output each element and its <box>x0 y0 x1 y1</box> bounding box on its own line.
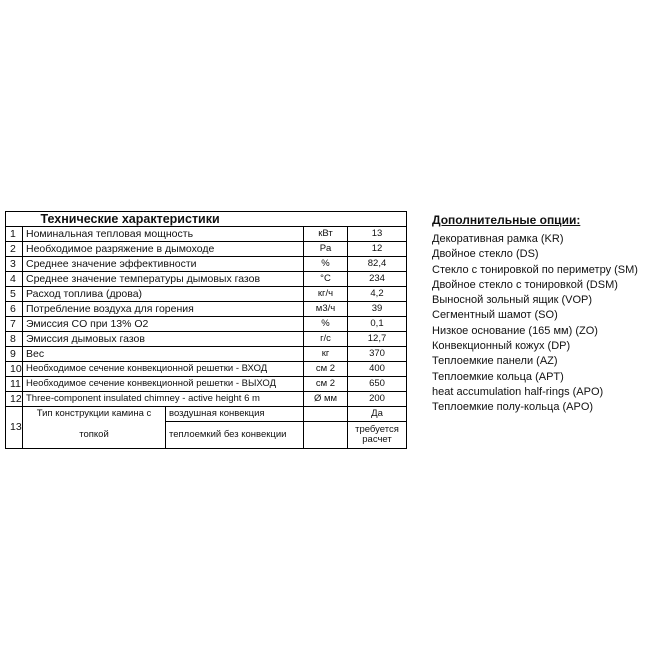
option-item: Низкое основание (165 мм) (ZO) <box>432 324 598 337</box>
technical-specs-table <box>5 211 407 449</box>
spec-row-name: Среднее значение эффективности <box>23 257 304 272</box>
spec-row-number: 6 <box>6 302 23 317</box>
spec-row-number: 13 <box>6 407 23 449</box>
spec-row <box>6 272 407 287</box>
spec-row <box>6 257 407 272</box>
spec-row <box>6 392 407 407</box>
spec-row-number: 4 <box>6 272 23 287</box>
spec-row-name: Эмиссия CO при 13% O2 <box>23 317 304 332</box>
options-list <box>432 232 638 416</box>
spec-row-unit: г/с <box>304 332 348 347</box>
spec-row <box>6 332 407 347</box>
spec-row-value: 400 <box>348 362 407 377</box>
spec-row-value: 0,1 <box>348 317 407 332</box>
construction-type-label-2: топкой <box>23 422 166 449</box>
construction-option-1-unit <box>304 407 348 422</box>
spec-title-num-cell <box>6 212 23 227</box>
option-item: Стекло с тонировкой по периметру (SM) <box>432 263 638 276</box>
spec-row-name: Эмиссия дымовых газов <box>23 332 304 347</box>
option-item: Декоративная рамка (KR) <box>432 233 564 245</box>
options-title: Дополнительные опции: <box>432 213 581 227</box>
spec-row-name: Среднее значение температуры дымовых газов <box>23 272 304 287</box>
spec-row-value: 39 <box>348 302 407 317</box>
option-item: Выносной зольный ящик (VOP) <box>432 294 593 307</box>
spec-row <box>6 287 407 302</box>
option-item: Теплоемкие кольца (APT) <box>432 370 564 383</box>
option-item: Теплоемкие полу-кольца (APO) <box>432 401 594 414</box>
spec-row-unit: °C <box>304 272 348 287</box>
spec-row-unit: Ø мм <box>304 392 348 407</box>
option-item: Теплоемкие панели (AZ) <box>432 355 558 368</box>
option-item: Конвекционный кожух (DP) <box>432 340 571 353</box>
spec-row-unit: кг <box>304 347 348 362</box>
spec-row-number: 12 <box>6 392 23 407</box>
spec-row <box>6 377 407 392</box>
construction-option-2-unit <box>304 422 348 449</box>
spec-row-name: Вес <box>23 347 304 362</box>
spec-row-value: 13 <box>348 227 407 242</box>
spec-row <box>6 317 407 332</box>
spec-row <box>6 362 407 377</box>
spec-row-unit: % <box>304 317 348 332</box>
spec-row-number: 7 <box>6 317 23 332</box>
spec-row-value: 200 <box>348 392 407 407</box>
spec-row-name: Номинальная тепловая мощность <box>23 227 304 242</box>
spec-row <box>6 242 407 257</box>
spec-row-value: 234 <box>348 272 407 287</box>
spec-row-unit: м3/ч <box>304 302 348 317</box>
spec-row-value: 82,4 <box>348 257 407 272</box>
spec-row-number: 11 <box>6 377 23 392</box>
option-item: Двойное стекло (DS) <box>432 248 539 261</box>
spec-row-value: 370 <box>348 347 407 362</box>
spec-row-unit: Pa <box>304 242 348 257</box>
spec-row-unit: см 2 <box>304 362 348 377</box>
spec-row <box>6 302 407 317</box>
spec-row <box>6 347 407 362</box>
spec-row-name: Потребление воздуха для горения <box>23 302 304 317</box>
spec-row-unit: см 2 <box>304 377 348 392</box>
spec-row-number: 2 <box>6 242 23 257</box>
spec-row-13-b <box>6 422 407 449</box>
spec-title: Технические характеристики <box>23 212 407 227</box>
spec-row-13-a <box>6 407 407 422</box>
spec-row-name: Three-component insulated chimney - active height 6 m <box>23 392 304 407</box>
spec-row-value: 12 <box>348 242 407 257</box>
spec-row-name: Необходимое сечение конвекционной решетки - ВХОД <box>23 362 304 377</box>
spec-row-name: Необходимое сечение конвекционной решетки - ВЫХОД <box>23 377 304 392</box>
spec-row-unit: % <box>304 257 348 272</box>
spec-row-number: 1 <box>6 227 23 242</box>
spec-row-value: 4,2 <box>348 287 407 302</box>
spec-row-name: Необходимое разряжение в дымоходе <box>23 242 304 257</box>
spec-row-number: 9 <box>6 347 23 362</box>
spec-row-unit: кВт <box>304 227 348 242</box>
spec-row-number: 3 <box>6 257 23 272</box>
spec-row-number: 5 <box>6 287 23 302</box>
option-item: Сегментный шамот (SO) <box>432 309 558 322</box>
option-item: heat accumulation half-rings (APO) <box>432 385 604 398</box>
spec-title-row <box>6 212 407 227</box>
construction-option-2: теплоемкий без конвекции <box>166 422 304 449</box>
option-item: Двойное стекло с тонировкой (DSM) <box>432 278 618 291</box>
construction-option-1-value: Да <box>348 407 407 422</box>
spec-row-number: 8 <box>6 332 23 347</box>
construction-option-2-value: требуется расчет <box>348 422 407 449</box>
spec-row <box>6 227 407 242</box>
construction-option-1: воздушная конвекция <box>166 407 304 422</box>
spec-row-unit: кг/ч <box>304 287 348 302</box>
spec-row-number: 10 <box>6 362 23 377</box>
spec-row-value: 650 <box>348 377 407 392</box>
additional-options <box>432 212 638 416</box>
spec-row-value: 12,7 <box>348 332 407 347</box>
construction-type-label-1: Тип конструкции камина с <box>23 407 166 422</box>
spec-row-name: Расход топлива (дрова) <box>23 287 304 302</box>
